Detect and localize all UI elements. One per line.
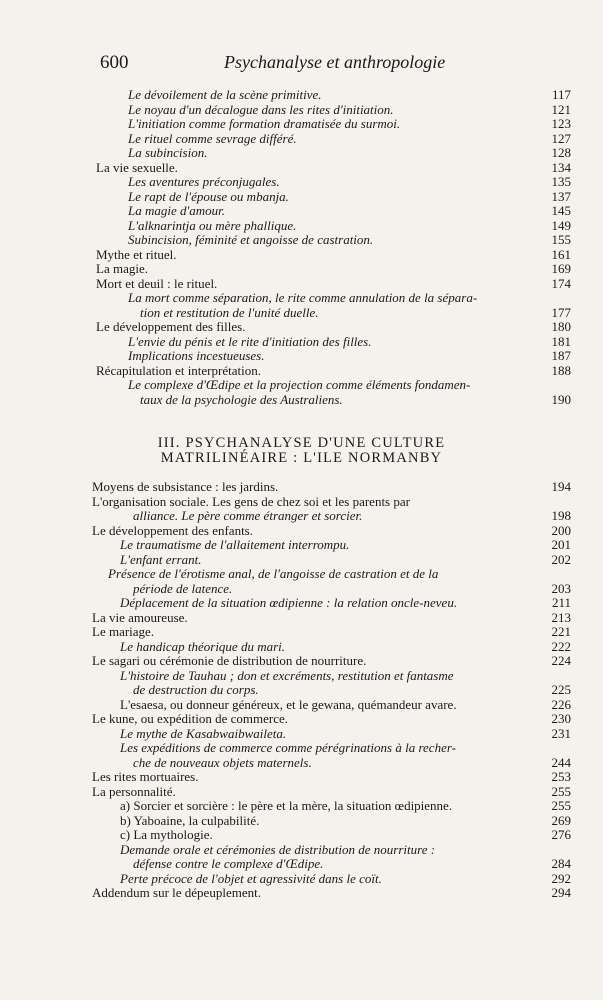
toc-entry-page: 198 <box>551 508 571 523</box>
toc-entry <box>0 727 603 742</box>
toc-entry-page: 177 <box>551 304 571 320</box>
toc-entry-page: 224 <box>551 653 571 668</box>
toc-entry-title: La magie d'amour. <box>128 203 226 218</box>
toc-entry <box>0 741 603 756</box>
toc-entry-page: 128 <box>551 145 571 160</box>
toc-entry-title: Mort et deuil : le rituel. <box>96 275 218 291</box>
toc-entry-title: a) Sorcier et sorcière : le père et la mère, la situation œdipienne. <box>120 798 453 813</box>
toc-entry-page: 292 <box>551 870 571 886</box>
toc-entry-page: 225 <box>551 682 571 697</box>
toc-entry-page: 181 <box>551 333 571 349</box>
toc-entry-title: période de latence. <box>133 580 233 596</box>
toc-entry-page: 222 <box>551 638 571 654</box>
section-heading <box>0 436 603 466</box>
toc-entry <box>0 698 603 713</box>
toc-entry-page: 149 <box>551 217 571 233</box>
toc-entry-page: 203 <box>551 580 571 596</box>
toc-entry-title: Implications incestueuses. <box>128 348 265 363</box>
toc-entry <box>0 219 603 234</box>
toc-entry-title: Le rituel comme sevrage différé. <box>128 130 297 146</box>
toc-entry-page: 135 <box>551 174 571 189</box>
toc-entry-title: La mort comme séparation, le rite comme annulation de la sépara- <box>128 290 478 305</box>
toc-entry-title: Récapitulation et interprétation. <box>96 362 261 378</box>
toc-entry-title: Le rapt de l'épouse ou mbanja. <box>128 188 289 204</box>
toc-entry-title: L'organisation sociale. Les gens de chez soi et les parents par <box>92 493 410 509</box>
toc-entry <box>0 306 603 321</box>
toc-entry-title: de destruction du corps. <box>133 682 259 697</box>
toc-entry-title: tion et restitution de l'unité duelle. <box>140 304 319 320</box>
toc-entry <box>0 103 603 118</box>
toc-entry-page: 161 <box>551 246 571 262</box>
toc-entry-title: Le développement des filles. <box>96 319 246 334</box>
toc-entry-page: 213 <box>551 609 571 625</box>
toc-entry <box>0 335 603 350</box>
toc-entry-title: b) Yaboaine, la culpabilité. <box>120 812 260 828</box>
toc-entry <box>0 117 603 132</box>
toc-entry <box>0 770 603 785</box>
toc-entry <box>0 596 603 611</box>
toc-entry <box>0 248 603 263</box>
toc-entry-page: 123 <box>551 116 571 131</box>
toc-entry <box>0 683 603 698</box>
toc-entry-title: Les expéditions de commerce comme pérégrinations à la recher- <box>120 740 456 755</box>
toc-entry-title: Perte précoce de l'objet et agressivité dans le coït. <box>120 870 382 886</box>
toc-entry-title: L'histoire de Tauhau ; don et excréments, restitution et fantasme <box>120 667 454 683</box>
toc-entry-title: Addendum sur le dépeuplement. <box>92 885 261 900</box>
toc-entry-page: 194 <box>551 479 571 494</box>
toc-entry <box>0 799 603 814</box>
toc-entry-page: 187 <box>551 348 571 363</box>
toc-entry-title: défense contre le complexe d'Œdipe. <box>133 856 324 871</box>
toc-entry-page: 190 <box>551 391 571 407</box>
toc-entry-page: 201 <box>551 537 571 552</box>
toc-entry-title: Le noyau d'un décalogue dans les rites d'initiation. <box>128 101 394 117</box>
toc-entry-title: La vie amoureuse. <box>92 609 188 625</box>
toc-entry <box>0 393 603 408</box>
toc-entry <box>0 320 603 335</box>
toc-entry-title: L'envie du pénis et le rite d'initiation des filles. <box>128 333 372 349</box>
toc-entry-title: Le dévoilement de la scène primitive. <box>128 87 322 102</box>
toc-entry <box>0 349 603 364</box>
toc-entry-title: Présence de l'érotisme anal, de l'angoisse de castration et de la <box>108 566 439 581</box>
toc-entry-title: L'esaesa, ou donneur généreux, et le gewana, quémandeur avare. <box>120 696 457 712</box>
toc-entry <box>0 886 603 901</box>
page-header <box>0 52 603 78</box>
toc-entry <box>0 190 603 205</box>
toc-top-block <box>0 88 603 407</box>
toc-entry-page: 202 <box>551 551 571 567</box>
toc-entry <box>0 756 603 771</box>
toc-entry <box>0 872 603 887</box>
toc-entry-page: 230 <box>551 711 571 726</box>
toc-section-block <box>0 480 603 901</box>
toc-entry <box>0 828 603 843</box>
toc-entry-title: che de nouveaux objets maternels. <box>133 754 312 770</box>
toc-entry <box>0 233 603 248</box>
toc-entry-page: 253 <box>551 769 571 784</box>
toc-entry-title: Mythe et rituel. <box>96 246 177 262</box>
toc-entry-page: 221 <box>551 624 571 639</box>
toc-entry <box>0 538 603 553</box>
toc-entry <box>0 262 603 277</box>
toc-entry <box>0 480 603 495</box>
toc-entry-page: 226 <box>551 696 571 712</box>
page-number: 600 <box>100 52 129 73</box>
toc-entry-page: 117 <box>551 87 571 102</box>
toc-entry <box>0 495 603 510</box>
toc-entry-page: 276 <box>551 827 571 842</box>
toc-entry <box>0 611 603 626</box>
toc-entry-title: Le mythe de Kasabwaibwaileta. <box>120 725 287 741</box>
toc-entry-page: 231 <box>551 725 571 741</box>
toc-entry-page: 174 <box>551 275 571 291</box>
toc-entry-title: La personnalité. <box>92 783 176 799</box>
toc-entry-title: La magie. <box>96 261 148 276</box>
toc-entry-title: La subincision. <box>128 145 208 160</box>
toc-entry <box>0 161 603 176</box>
toc-entry-title: Le kune, ou expédition de commerce. <box>92 711 289 726</box>
toc-entry-page: 211 <box>551 595 571 610</box>
toc-entry <box>0 814 603 829</box>
toc-entry-page: 255 <box>551 783 571 799</box>
toc-entry <box>0 277 603 292</box>
toc-entry-title: Moyens de subsistance : les jardins. <box>92 479 279 494</box>
toc-entry <box>0 204 603 219</box>
toc-entry <box>0 654 603 669</box>
toc-entry <box>0 857 603 872</box>
toc-entry <box>0 582 603 597</box>
toc-entry <box>0 378 603 393</box>
toc-entry <box>0 785 603 800</box>
toc-entry-title: Subincision, féminité et angoisse de castration. <box>128 232 374 247</box>
toc-entry-title: Le handicap théorique du mari. <box>120 638 286 654</box>
toc-entry <box>0 669 603 684</box>
toc-entry-title: La vie sexuelle. <box>96 159 178 175</box>
toc-entry-page: 155 <box>551 232 571 247</box>
toc-entry-title: c) La mythologie. <box>120 827 213 842</box>
toc-entry-page: 180 <box>551 319 571 334</box>
toc-entry-title: taux de la psychologie des Australiens. <box>140 391 343 407</box>
toc-entry <box>0 553 603 568</box>
toc-entry <box>0 843 603 858</box>
toc-entry-title: Demande orale et cérémonies de distribution de nourriture : <box>120 841 436 857</box>
toc-entry-page: 200 <box>551 522 571 538</box>
toc-entry-title: Le développement des enfants. <box>92 522 253 538</box>
toc-entry-page: 188 <box>551 362 571 378</box>
toc-entry <box>0 509 603 524</box>
toc-entry-page: 294 <box>551 885 571 900</box>
toc-entry <box>0 88 603 103</box>
section-heading-line-1: III. PSYCHANALYSE D'UNE CULTURE <box>157 435 446 451</box>
toc-entry-page: 269 <box>551 812 571 828</box>
section-heading-line-2: MATRILINÉAIRE : L'ILE NORMANBY <box>160 450 443 466</box>
toc-entry-title: L'enfant errant. <box>120 551 202 567</box>
toc-entry-title: Le mariage. <box>92 624 155 639</box>
toc-entry <box>0 364 603 379</box>
toc-entry-page: 127 <box>551 130 571 146</box>
toc-entry-title: L'alknarintja ou mère phallique. <box>128 217 297 233</box>
toc-entry <box>0 291 603 306</box>
toc-entry-title: L'initiation comme formation dramatisée du surmoi. <box>128 116 401 131</box>
toc-entry-title: Le complexe d'Œdipe et la projection comme éléments fondamen- <box>128 377 471 392</box>
running-title: Psychanalyse et anthropologie <box>224 52 446 72</box>
toc-entry-page: 169 <box>551 261 571 276</box>
toc-entry-page: 284 <box>551 856 571 871</box>
toc-entry-page: 134 <box>551 159 571 175</box>
toc-entry-title: Le sagari ou cérémonie de distribution de nourriture. <box>92 653 367 668</box>
toc-entry-page: 137 <box>551 188 571 204</box>
toc-entry <box>0 146 603 161</box>
toc-entry <box>0 640 603 655</box>
toc-entry-title: Les aventures préconjugales. <box>128 174 280 189</box>
toc-entry <box>0 712 603 727</box>
toc-entry-title: Le traumatisme de l'allaitement interrompu. <box>120 537 350 552</box>
toc-entry <box>0 567 603 582</box>
toc-entry-page: 255 <box>551 798 571 813</box>
toc-entry <box>0 524 603 539</box>
toc-entry-page: 244 <box>551 754 571 770</box>
toc-entry-title: Déplacement de la situation œdipienne : la relation oncle-neveu. <box>120 595 458 610</box>
toc-entry <box>0 132 603 147</box>
toc-entry-page: 121 <box>551 101 571 117</box>
toc-entry-page: 145 <box>551 203 571 218</box>
toc-entry <box>0 175 603 190</box>
toc-entry <box>0 625 603 640</box>
toc-entry-title: Les rites mortuaires. <box>92 769 199 784</box>
toc-entry-title: alliance. Le père comme étranger et sorcier. <box>133 508 363 523</box>
